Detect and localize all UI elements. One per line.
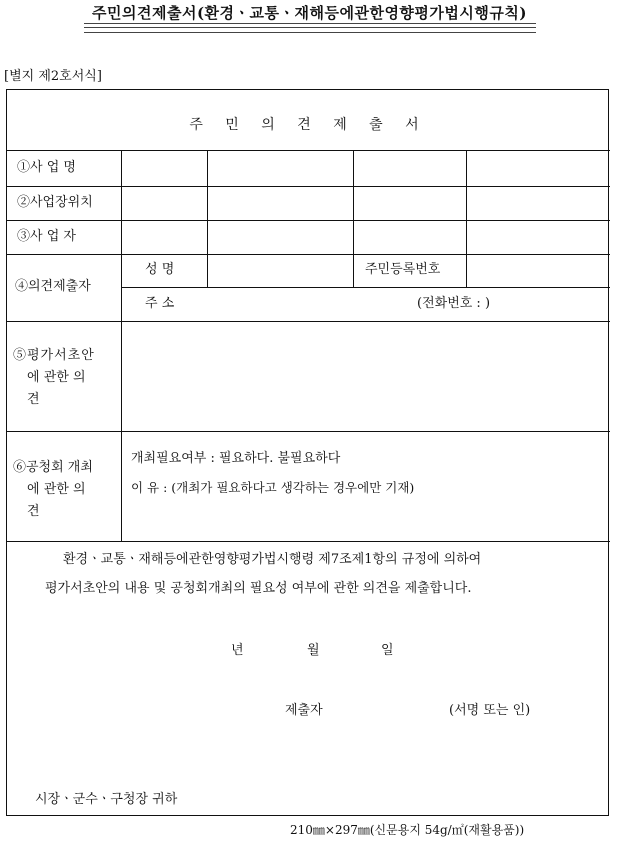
row-divider (7, 186, 610, 187)
draft-opinion-label: 에 관한 의 (27, 370, 86, 385)
draft-opinion-label: ⑤평가서초안 (13, 348, 95, 363)
form-number-label: [별지 제2호서식] (4, 69, 102, 84)
date-year-label: 년 (231, 643, 244, 658)
column-divider (353, 150, 354, 287)
submitter-name-field[interactable] (208, 255, 353, 287)
row-divider (7, 541, 610, 542)
resident-number-field[interactable] (467, 255, 609, 287)
title-underline (84, 32, 536, 33)
business-name-label: ①사 업 명 (17, 160, 76, 175)
phone-label: (전화번호 : ) (417, 296, 491, 311)
hearing-reason-field[interactable]: 이 유 : (개최가 필요하다고 생각하는 경우에만 기재) (131, 480, 415, 495)
hearing-label: 에 관한 의 (27, 482, 86, 497)
resident-number-label: 주민등록번호 (365, 262, 441, 277)
business-location-label: ②사업장위치 (17, 195, 93, 210)
operator-label: ③사 업 자 (17, 229, 76, 244)
row-divider (7, 431, 610, 432)
signature-label: (서명 또는 인) (449, 703, 531, 718)
submitter-sign-label: 제출자 (285, 703, 323, 718)
submitter-name-label: 성 명 (145, 262, 175, 277)
date-month-label: 월 (307, 643, 320, 658)
title-underline (84, 23, 536, 24)
operator-field[interactable] (122, 221, 207, 254)
hearing-label: ⑥공청회 개최 (13, 460, 93, 475)
declaration-text: 평가서초안의 내용 및 공청회개최의 필요성 여부에 관한 의견을 제출합니다. (45, 581, 472, 596)
business-location-field[interactable] (122, 187, 207, 220)
opinion-form (6, 89, 609, 816)
title-underline (84, 27, 536, 28)
form-heading: 주 민 의 견 제 출 서 (189, 117, 428, 133)
row-divider (7, 150, 610, 151)
row-divider (7, 220, 610, 221)
hearing-need-option[interactable]: 개최필요여부 : 필요하다. 불필요하다 (131, 451, 341, 466)
draft-opinion-label: 견 (27, 392, 40, 407)
document-title: 주민의견제출서(환경ㆍ교통ㆍ재해등에관한영향평가법시행규칙) (92, 4, 527, 22)
addressee-label: 시장ㆍ군수ㆍ구청장 귀하 (35, 792, 178, 807)
address-field[interactable] (208, 288, 408, 321)
submitter-label: ④의견제출자 (15, 279, 91, 294)
declaration-text: 환경ㆍ교통ㆍ재해등에관한영향평가법시행령 제7조제1항의 규정에 의하여 (63, 552, 482, 567)
hearing-label: 견 (27, 504, 40, 519)
date-day-label: 일 (381, 643, 394, 658)
business-name-field[interactable] (122, 151, 207, 186)
address-label: 주 소 (145, 296, 175, 311)
paper-spec: 210㎜×297㎜(신문용지 54g/㎡(재활용품)) (290, 823, 525, 837)
draft-opinion-field[interactable] (122, 322, 609, 431)
